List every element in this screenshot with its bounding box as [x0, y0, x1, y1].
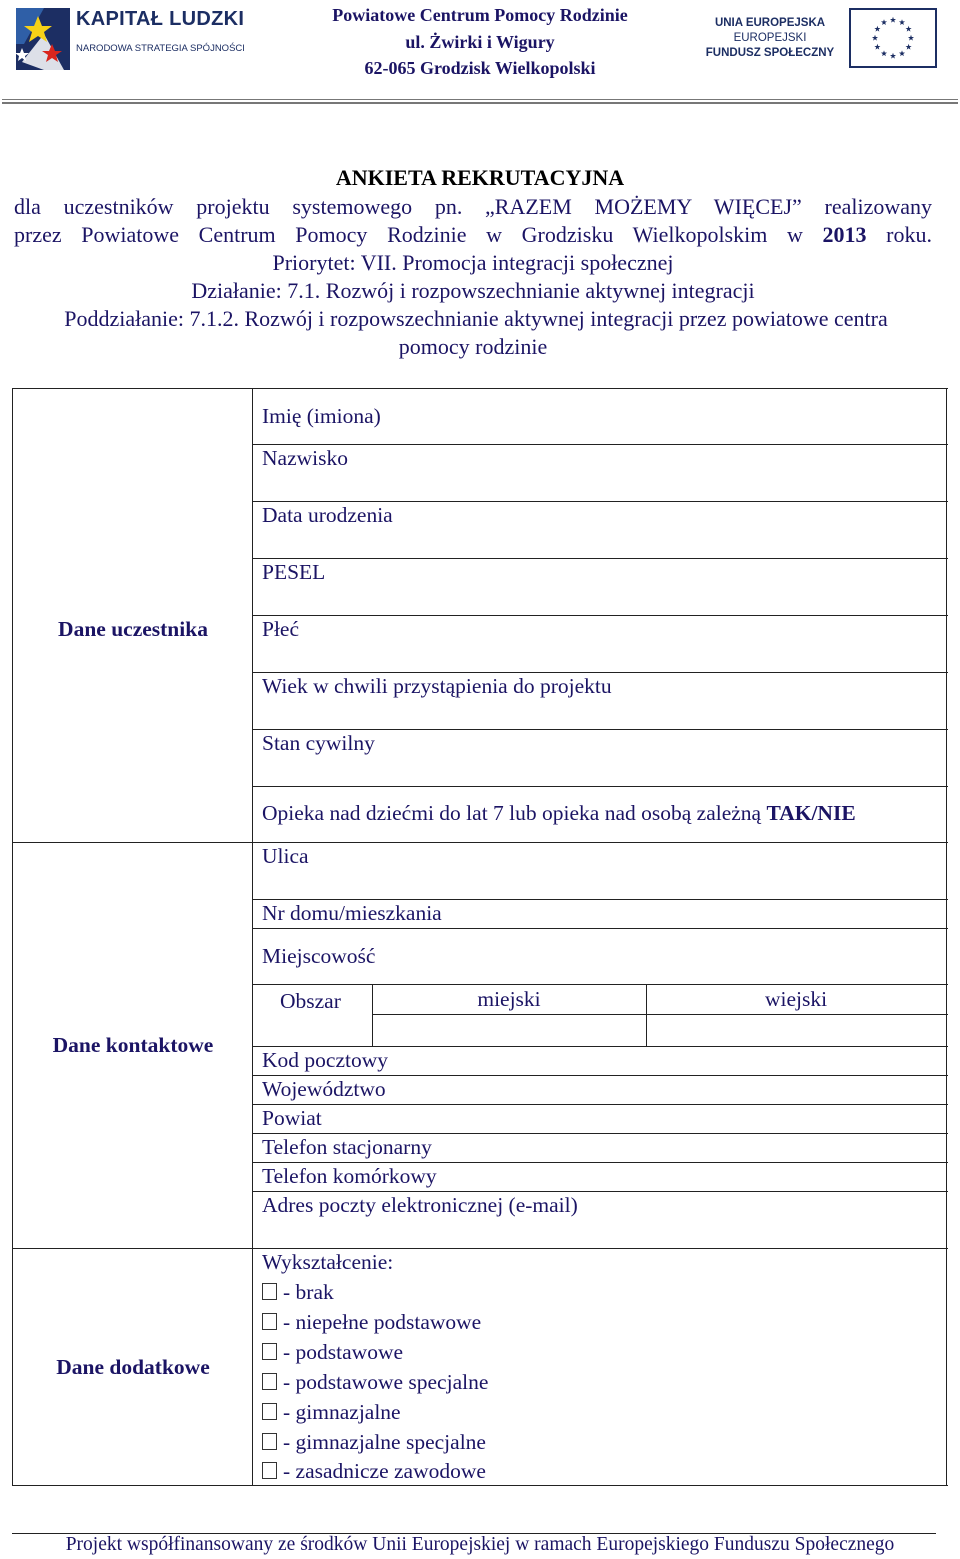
education-option[interactable] — [262, 1400, 401, 1425]
checkbox-icon[interactable] — [262, 1403, 277, 1420]
field-imie[interactable]: Imię (imiona) — [262, 404, 381, 428]
opieka-label: Opieka nad dziećmi do lat 7 lub opieka nad osobą zależną — [262, 801, 767, 825]
section-label-dodatkowe: Dane dodatkowe — [56, 1355, 210, 1379]
wyksztalcenie-heading: Wykształcenie: — [262, 1250, 394, 1274]
intro-poddzialanie: Poddziałanie: 7.1.2. Rozwój i rozpowszechnianie aktywnej integracji przez powiatowe centra — [64, 306, 888, 331]
education-option[interactable] — [262, 1370, 488, 1395]
field-miejscowosc[interactable]: Miejscowość — [262, 944, 376, 968]
row-line — [372, 1014, 948, 1015]
row-line — [252, 558, 948, 559]
row-line — [252, 729, 948, 730]
row-line — [252, 1046, 948, 1047]
obszar-option-miejski[interactable]: miejski — [477, 987, 541, 1011]
kapital-ludzki-logo-icon — [14, 4, 74, 74]
education-option[interactable] — [262, 1340, 403, 1365]
intro-line — [14, 221, 932, 249]
table-border — [252, 388, 253, 1486]
intro-year: 2013 — [822, 222, 867, 247]
education-option[interactable] — [262, 1430, 486, 1455]
table-border — [12, 1485, 948, 1486]
education-option-label: - gimnazjalne — [283, 1400, 401, 1424]
field-opieka[interactable] — [262, 801, 856, 826]
field-telefon-stacjonarny[interactable]: Telefon stacjonarny — [262, 1135, 432, 1159]
table-border — [946, 388, 947, 1486]
field-plec[interactable]: Płeć — [262, 617, 300, 641]
row-line — [252, 501, 948, 502]
eu-flag-icon — [849, 8, 937, 68]
row-line — [252, 928, 948, 929]
field-pesel[interactable]: PESEL — [262, 560, 326, 584]
field-kod-pocztowy[interactable]: Kod pocztowy — [262, 1048, 388, 1072]
field-wojewodztwo[interactable]: Województwo — [262, 1077, 386, 1101]
eu-logo-line: FUNDUSZ SPOŁECZNY — [705, 47, 835, 59]
intro-dzialanie: Działanie: 7.1. Rozwój i rozpowszechnianie aktywnej integracji — [191, 278, 755, 303]
row-line — [252, 899, 948, 900]
row-line — [252, 615, 948, 616]
institution-name: Powiatowe Centrum Pomocy Rodzinie — [332, 5, 628, 25]
education-option-label: - podstawowe — [283, 1340, 404, 1364]
institution-street: ul. Żwirki i Wigury — [405, 31, 555, 52]
header-divider — [2, 102, 958, 104]
row-line — [252, 444, 948, 445]
intro-line2-post: roku. — [866, 222, 933, 247]
intro-poddzialanie-cont: pomocy rodzinie — [398, 334, 548, 359]
section-divider — [12, 1248, 253, 1249]
footer-text: Projekt współfinansowany ze środków Unii Europejskiej w ramach Europejskiego Funduszu Społecznego — [65, 1534, 895, 1555]
education-option-label: - niepełne podstawowe — [283, 1310, 482, 1334]
education-option[interactable] — [262, 1310, 481, 1335]
education-option[interactable] — [262, 1459, 486, 1484]
field-nr-domu[interactable]: Nr domu/mieszkania — [262, 901, 442, 925]
section-label-uczestnik: Dane uczestnika — [58, 617, 208, 641]
checkbox-icon[interactable] — [262, 1343, 277, 1360]
row-line — [252, 786, 948, 787]
education-option-label: - brak — [283, 1280, 334, 1304]
obszar-check-wiejski[interactable] — [648, 1016, 945, 1045]
intro-line: dla uczestników projektu systemowego pn. „RAZEM MOŻEMY WIĘCEJ” realizowany — [14, 194, 932, 219]
table-border — [12, 388, 13, 1486]
section-divider — [12, 842, 253, 843]
table-border — [12, 388, 948, 389]
row-line — [252, 984, 948, 985]
row-line — [252, 672, 948, 673]
section-label-kontaktowe: Dane kontaktowe — [52, 1033, 214, 1057]
intro-line2-pre: przez Powiatowe Centrum Pomocy Rodzinie w Grodzisku Wielkopolskim w — [14, 222, 823, 247]
header-divider — [2, 99, 958, 100]
checkbox-icon[interactable] — [262, 1433, 277, 1450]
row-line — [252, 1162, 948, 1163]
education-option-label: - podstawowe specjalne — [283, 1370, 489, 1394]
field-nazwisko[interactable]: Nazwisko — [262, 446, 348, 470]
institution-address — [260, 2, 700, 82]
eu-logo-text — [700, 16, 840, 61]
field-telefon-komorkowy[interactable]: Telefon komórkowy — [262, 1164, 437, 1188]
eu-logo-line: UNIA EUROPEJSKA — [714, 17, 826, 29]
field-powiat[interactable]: Powiat — [262, 1106, 322, 1130]
form-intro — [14, 193, 932, 361]
row-line — [252, 1248, 948, 1249]
field-ulica[interactable]: Ulica — [262, 844, 309, 868]
kapital-ludzki-subtitle: NARODOWA STRATEGIA SPÓJNOŚCI — [76, 43, 245, 54]
checkbox-icon[interactable] — [262, 1283, 277, 1300]
obszar-option-wiejski[interactable]: wiejski — [764, 987, 828, 1011]
eu-logo-line: EUROPEJSKI — [733, 32, 807, 44]
checkbox-icon[interactable] — [262, 1373, 277, 1390]
obszar-check-miejski[interactable] — [374, 1016, 645, 1045]
row-line — [252, 1191, 948, 1192]
checkbox-icon[interactable] — [262, 1313, 277, 1330]
field-wiek[interactable]: Wiek w chwili przystąpienia do projektu — [262, 674, 612, 698]
education-option-label: - zasadnicze zawodowe — [283, 1459, 486, 1483]
education-option-label: - gimnazjalne specjalne — [283, 1430, 486, 1454]
intro-priorytet: Priorytet: VII. Promocja integracji społecznej — [272, 250, 674, 275]
field-stan-cywilny[interactable]: Stan cywilny — [262, 731, 375, 755]
field-email[interactable]: Adres poczty elektronicznej (e-mail) — [262, 1193, 578, 1217]
institution-city: 62-065 Grodzisk Wielkopolski — [364, 58, 596, 78]
checkbox-icon[interactable] — [262, 1462, 277, 1479]
education-option[interactable] — [262, 1280, 334, 1305]
field-obszar: Obszar — [280, 989, 341, 1013]
row-line — [252, 1104, 948, 1105]
row-line — [252, 1075, 948, 1076]
field-data-urodzenia[interactable]: Data urodzenia — [262, 503, 393, 527]
row-line — [252, 1133, 948, 1134]
kapital-ludzki-title: KAPITAŁ LUDZKI — [76, 8, 245, 30]
row-line — [252, 842, 948, 843]
form-title: ANKIETA REKRUTACYJNA — [335, 165, 625, 190]
opieka-choice[interactable]: TAK/NIE — [766, 801, 856, 825]
